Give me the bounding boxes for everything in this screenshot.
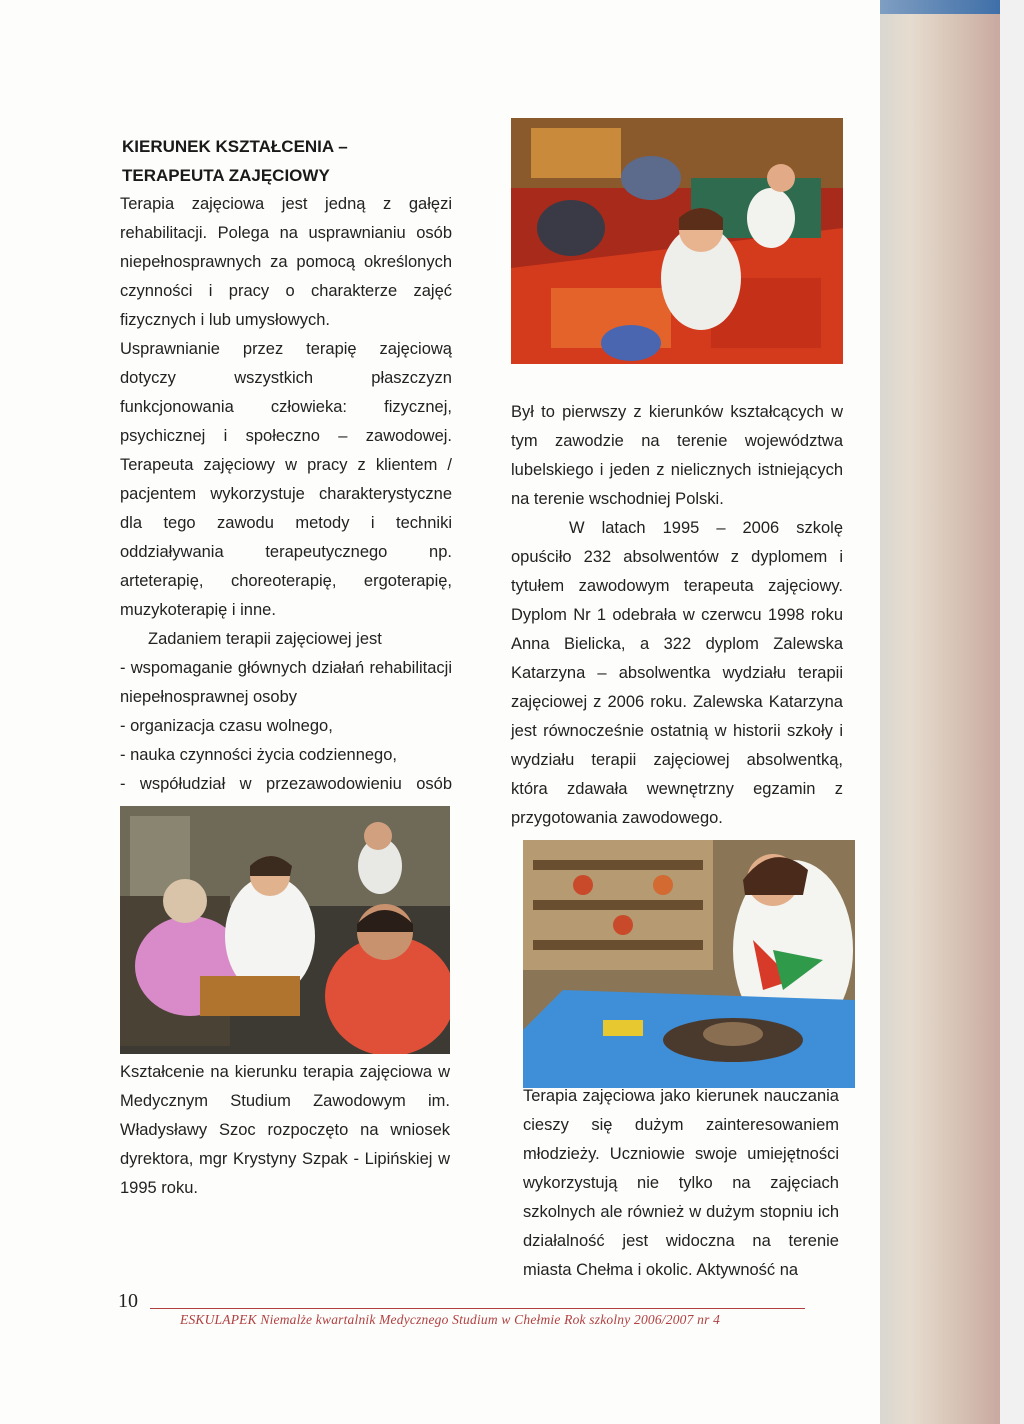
spine-top-band [880,0,1000,14]
right-column-text-continued [523,1082,839,1285]
book-spine [880,0,1000,1424]
right-paragraph-2: W latach 1995 – 2006 szkolę opuściło 232 absolwentów z dyplomem i tytułem zawodowym terapeuta zajęciowy. Dyplom Nr 1 odebrała w czerwcu 1998 roku Anna Bielicka, a 322 dyplom Zalewska Katarzyna – absolwentka wydziału terapii zajęciowej z 2006 roku. Zalewska Katarzyna jest równocześnie ostatnią w historii szkoły i wydziału terapii zajęciowej absolwentką, która zdawała wewnętrzny egzamin z przygotowania zawodowego. [511,519,843,827]
scan-edge [1000,0,1024,1424]
photo-floor-exercise [511,118,843,364]
photo-elderly-women [120,806,450,1054]
left-paragraph-2: Usprawnianie przez terapię zajęciową dotyczy wszystkich płaszczyzn funkcjonowania człowieka: fizycznej, psychicznej i społeczno – zawodowej. Terapeuta zajęciowy w pracy z klientem / pacjentem wykorzystuje charakterystyczne dla tego zawodu metody i techniki oddziaływania terapeutycznego np. arteterapię, choreoterapię, ergoterapię, muzykoterapię i inne. [120,340,452,619]
left-column-text [120,190,452,828]
right-paragraph-3: Terapia zajęciowa jako kierunek nauczania cieszy się dużym zainteresowaniem młodzieży. Uczniowie swoje umiejętności wykorzystują nie tylko na zajęciach szkolnych ale również w dużym stopniu ich działalność jest widoczna na terenie miasta Chełma i okolic. Aktywność na [523,1087,839,1279]
left-photo-caption: Kształcenie na kierunku terapia zajęciowa w Medycznym Studium Zawodowym im. Władysławy Szoc rozpoczęto na wniosek dyrektora, mgr Krystyny Szpak - Lipińskiej w 1995 roku. [120,1063,450,1197]
left-paragraph-3: Zadaniem terapii zajęciowej jest [148,630,382,648]
list-item: - współudział w przezawodowieniu osób [120,775,452,793]
page-number: 10 [118,1290,138,1312]
right-column-text [511,398,843,833]
footer-text: ESKULAPEK Niemalże kwartalnik Medycznego Studium w Chełmie Rok szkolny 2006/2007 nr 4 [180,1312,721,1327]
list-item: - organizacja czasu wolnego, [120,717,333,735]
photo-pottery-wheel [523,840,855,1088]
left-paragraph-1: Terapia zajęciowa jest jedną z gałęzi rehabilitacji. Polega na usprawnianiu osób niepełnosprawnych za pomocą określonych czynności i pracy o charakterze zajęć fizycznych i lub umysłowych. [120,195,452,329]
footer-rule [150,1308,805,1309]
list-item: - wspomaganie głównych działań rehabilitacji niepełnosprawnej osoby [120,659,452,706]
section-heading: KIERUNEK KSZTAŁCENIA – TERAPEUTA ZAJĘCIOWY [122,137,348,185]
list-item: - nauka czynności życia codziennego, [120,746,397,764]
right-paragraph-1: Był to pierwszy z kierunków kształcących w tym zawodzie na terenie województwa lubelskiego i jeden z nielicznych istniejących na terenie wschodniej Polski. [511,403,843,508]
